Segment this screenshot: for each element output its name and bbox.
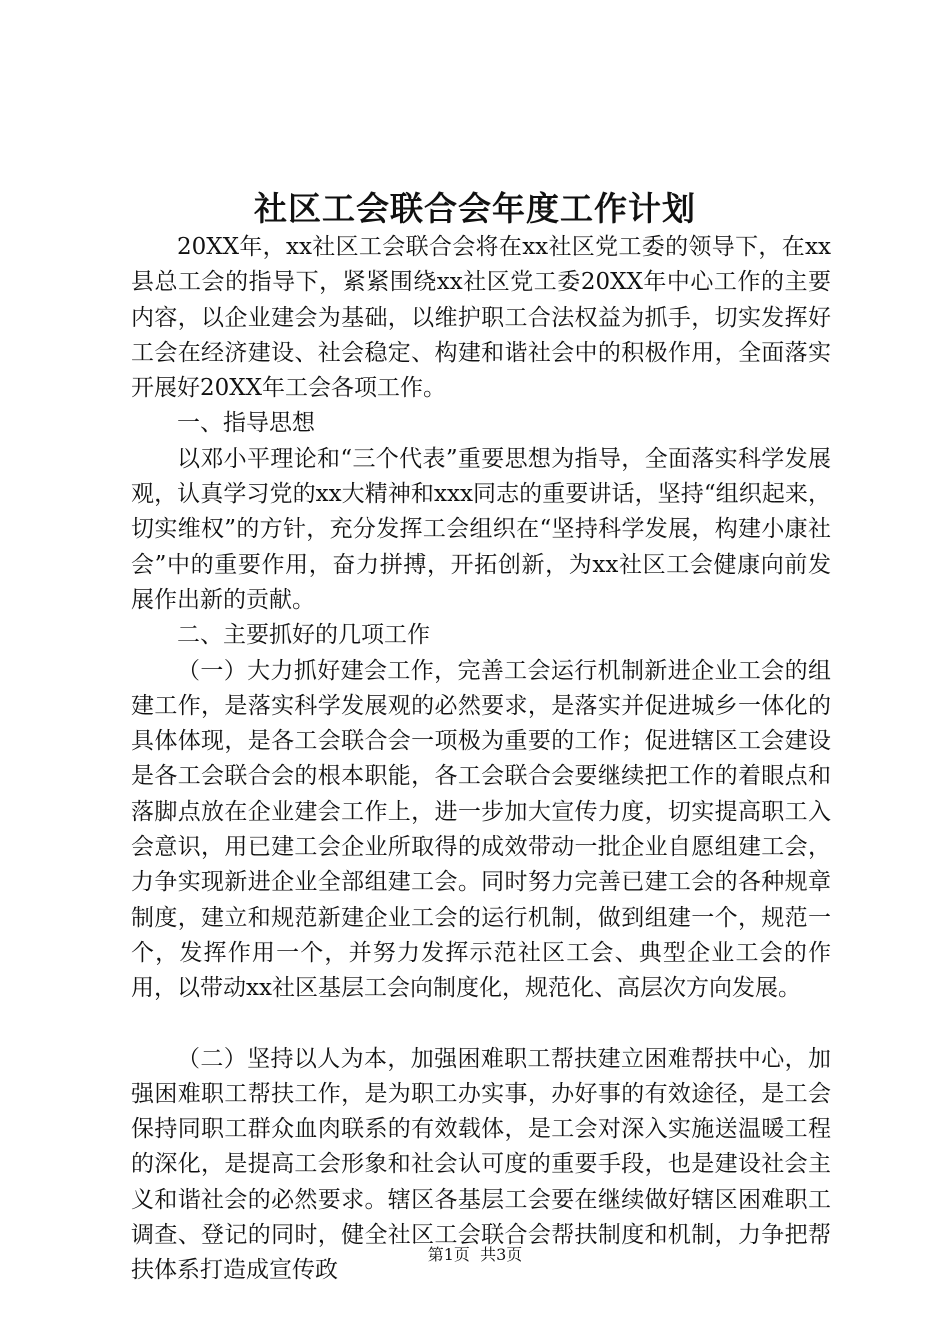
section-heading-guiding-ideology: 一、指导思想 [177, 410, 315, 437]
page-footer [0, 1244, 950, 1266]
section-heading-main-tasks: 二、主要抓好的几项工作 [177, 622, 430, 649]
paragraph-intro: 20XX年，xx社区工会联合会将在xx社区党工委的领导下，在xx县总工会的指导下，紧紧围绕xx社区党工委20XX年中心工作的主要内容，以企业建会为基础，以维护职工合法权益为抓手，切实发挥好工会在经济建设、社会稳定、构建和谐社会中的积极作用，全面落实开展好20XX年工会各项工作。 [131, 234, 831, 402]
page-number-label: 第1页 共3页 [427, 1245, 523, 1264]
paragraph-task-two: （二）坚持以人为本，加强困难职工帮扶建立困难帮扶中心，加强困难职工帮扶工作，是为职工办实事，办好事的有效途径，是工会保持同职工群众血肉联系的有效载体，是工会对深入实施送温暖工程的深化，是提高工会形象和社会认可度的重要手段，也是建设社会主义和谐社会的必然要求。辖区各基层工会要在继续做好辖区困难职工调查、登记的同时，健全社区工会联合会帮扶制度和机制，力争把帮扶体系打造成宣传政 [131, 1045, 831, 1284]
document-body [131, 230, 831, 1289]
paragraph-guiding-ideology: 以邓小平理论和“三个代表”重要思想为指导，全面落实科学发展观，认真学习党的xx大精神和xxx同志的重要讲话，坚持“组织起来，切实维权”的方针，充分发挥工会组织在“坚持科学发展，构建小康社会”中的重要作用，奋力拼搏，开拓创新，为xx社区工会健康向前发展作出新的贡献。 [131, 445, 831, 613]
document-title: 社区工会联合会年度工作计划 [254, 189, 696, 228]
paragraph-task-one: （一）大力抓好建会工作，完善工会运行机制新进企业工会的组建工作，是落实科学发展观的必然要求，是落实并促进城乡一体化的具体体现，是各工会联合会一项极为重要的工作；促进辖区工会建设是各工会联合会的根本职能，各工会联合会要继续把工作的着眼点和落脚点放在企业建会工作上，进一步加大宣传力度，切实提高职工入会意识，用已建工会企业所取得的成效带动一批企业自愿组建工会，力争实现新进企业全部组建工会。同时努力完善已建工会的各种规章制度，建立和规范新建企业工会的运行机制，做到组建一个，规范一个，发挥作用一个，并努力发挥示范社区工会、典型企业工会的作用，以带动xx社区基层工会向制度化，规范化、高层次方向发展。 [131, 657, 831, 1002]
